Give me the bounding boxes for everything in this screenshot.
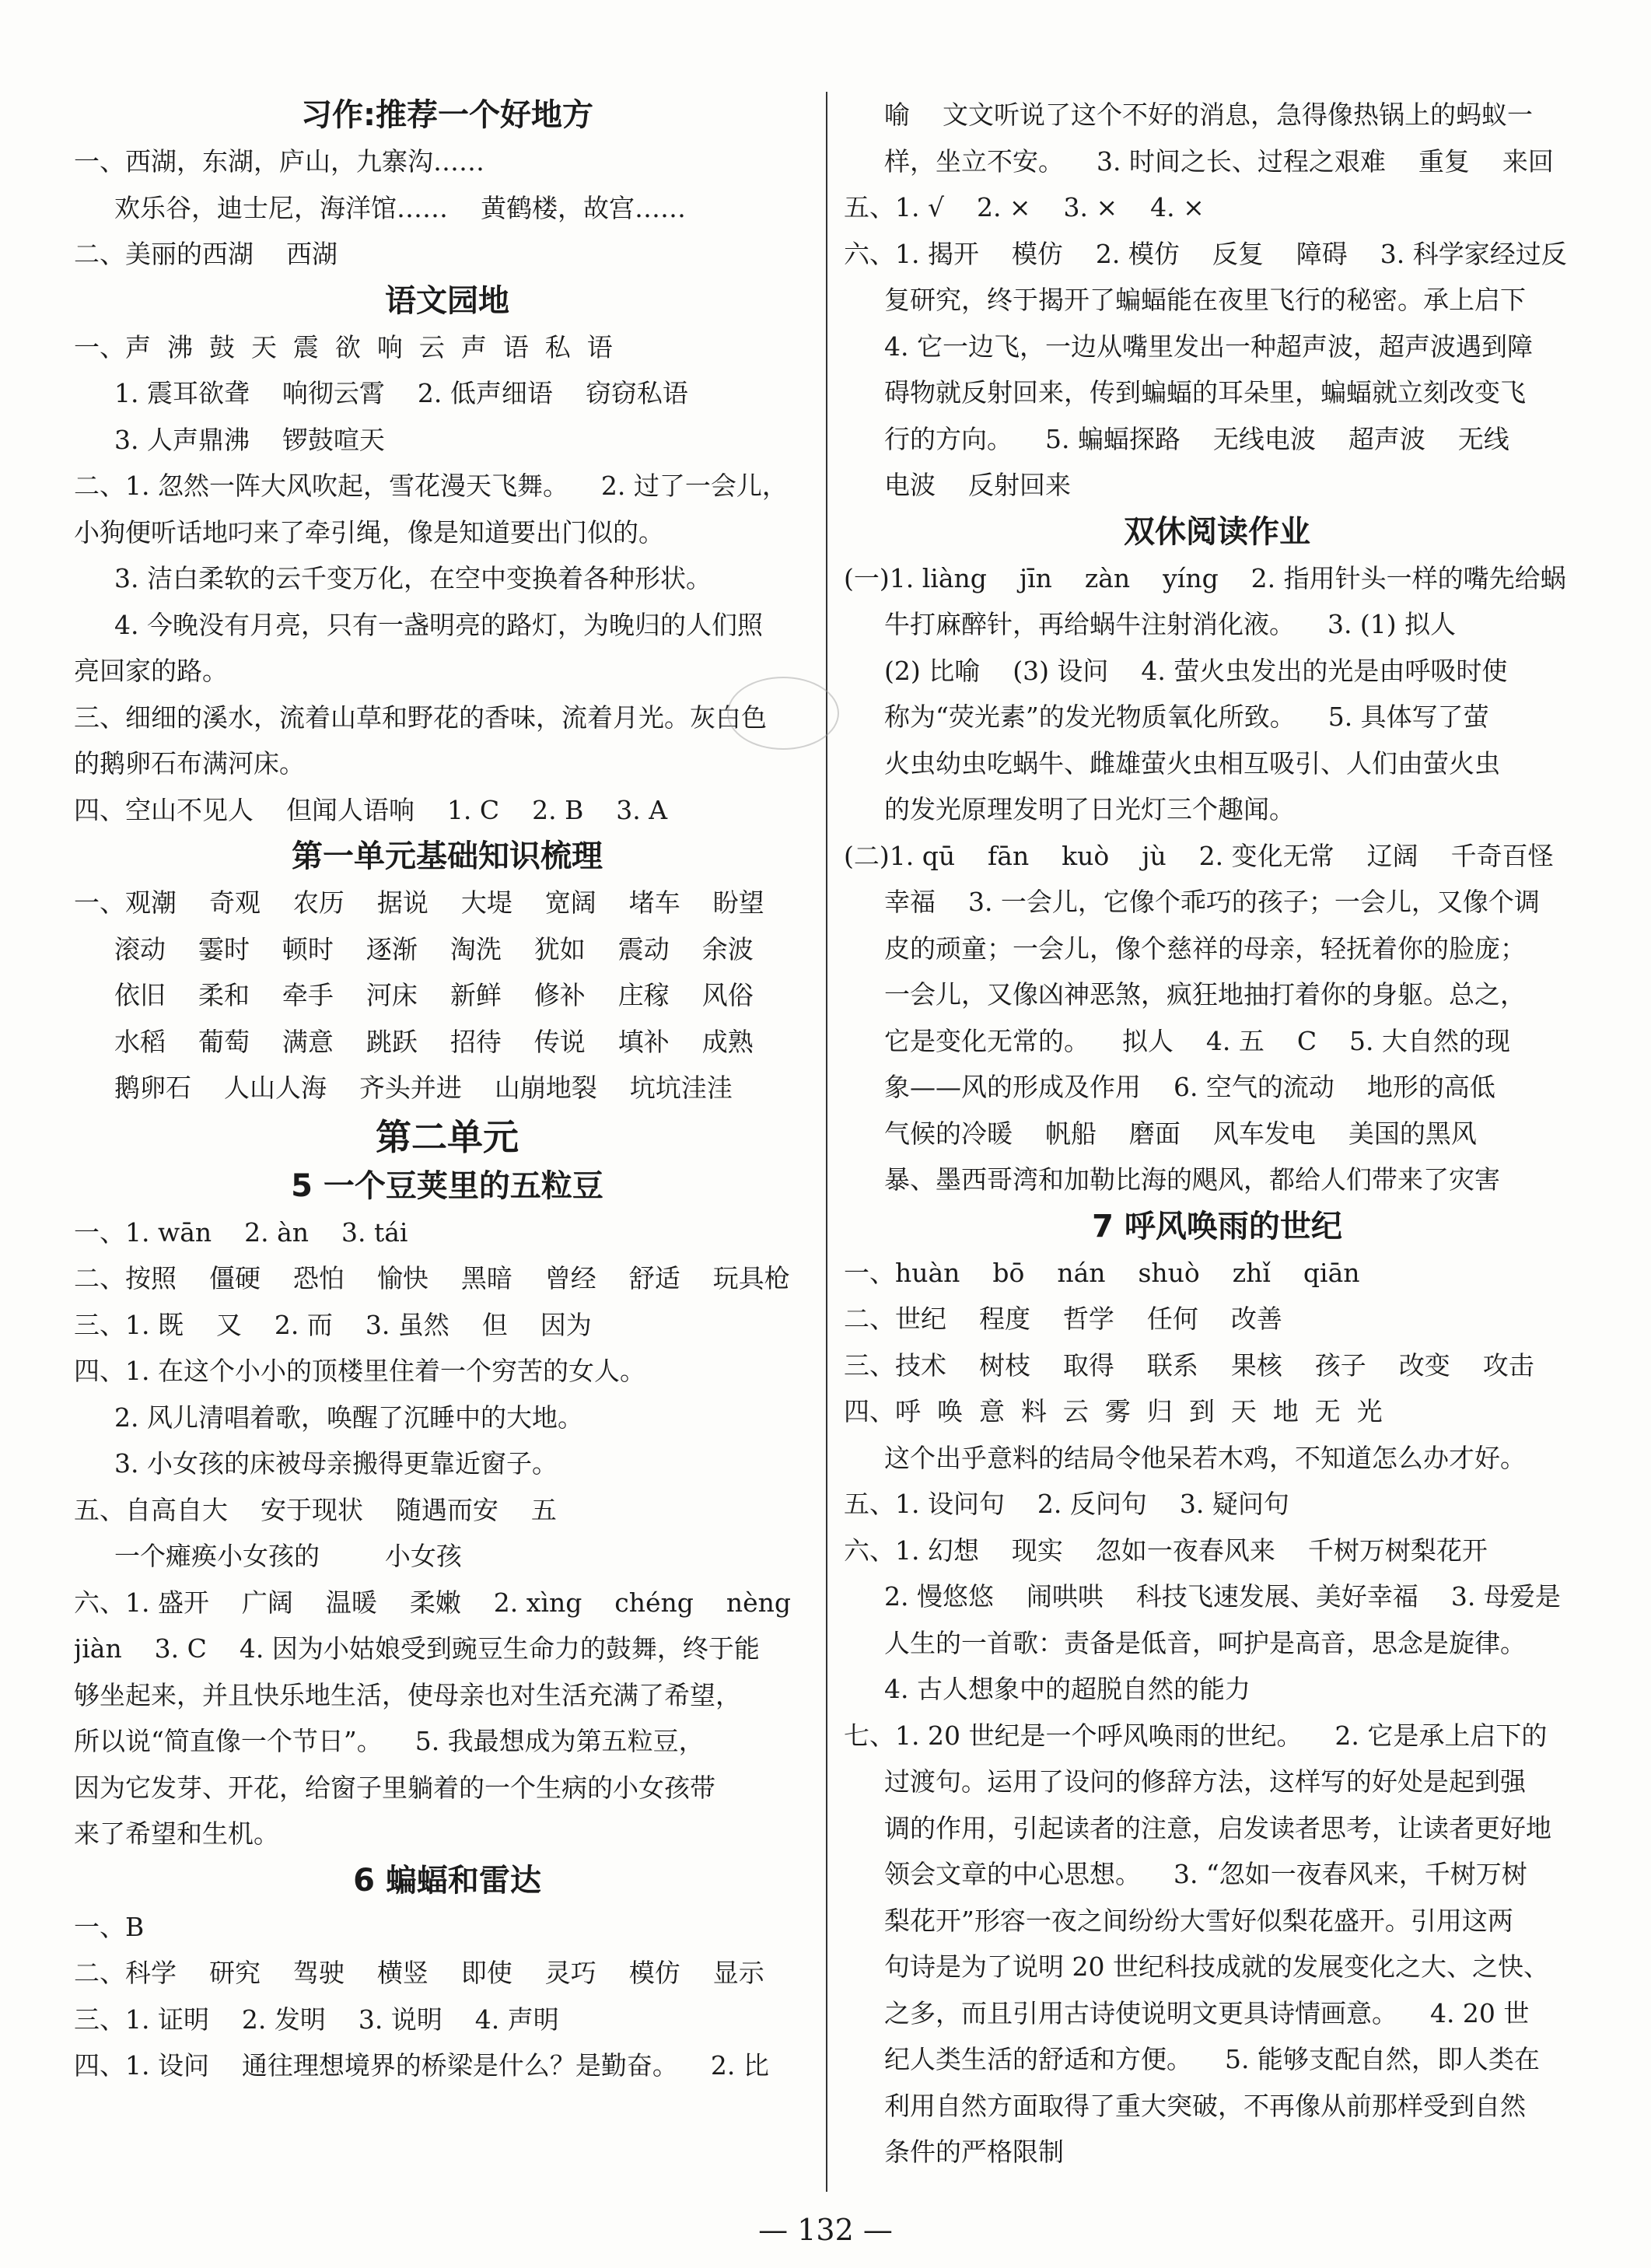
answer-line: 2. 风儿清唱着歌，唤醒了沉睡中的大地。	[114, 1402, 583, 1433]
answer-line: 六、1. 揭开 模仿 2. 模仿 反复 障碍 3. 科学家经过反	[844, 238, 1567, 269]
answer-line: 鹅卵石 人山人海 齐头并进 山崩地裂 坑坑洼洼	[114, 1073, 733, 1103]
section-heading: 双休阅读作业	[1124, 513, 1310, 550]
section-heading: 5 一个豆荚里的五粒豆	[291, 1167, 603, 1204]
answer-line: 六、1. 盛开 广阔 温暖 柔嫩 2. xìng chéng nèng	[74, 1587, 792, 1618]
section-heading: 6 蝙蝠和雷达	[353, 1862, 541, 1899]
answer-line: 五、自高自大 安于现状 随遇而安 五	[74, 1494, 557, 1525]
answer-line: 四、空山不见人 但闻人语响 1. C 2. B 3. A	[74, 794, 668, 825]
answer-line: 调的作用，引起读者的注意，启发读者思考，让读者更好地	[884, 1812, 1551, 1843]
answer-line: 人生的一首歌：责备是低音，呵护是高音，思念是旋律。	[884, 1627, 1526, 1658]
answer-line: 2. 慢悠悠 闹哄哄 科技飞速发展、美好幸福 3. 母爱是	[884, 1581, 1561, 1612]
answer-line: 的发光原理发明了日光灯三个趣闻。	[884, 794, 1295, 824]
answer-line: 梨花开”形容一夜之间纷纷大雪好似梨花盛开。引用这两	[884, 1905, 1513, 1936]
answer-line: 六、1. 幻想 现实 忽如一夜春风来 千树万树梨花开	[844, 1535, 1488, 1566]
answer-line: 纪人类生活的舒适和方便。 5. 能够支配自然，即人类在	[884, 2044, 1540, 2074]
right-column	[844, 92, 1590, 2175]
answer-line: 七、1. 20 世纪是一个呼风唤雨的世纪。 2. 它是承上启下的	[844, 1720, 1548, 1751]
answer-line: 喻 文文听说了这个不好的消息，急得像热锅上的蚂蚁一	[884, 100, 1533, 130]
section-heading: 7 呼风唤雨的世纪	[1092, 1208, 1342, 1244]
answer-line: 一、观潮 奇观 农历 据说 大堤 宽阔 堵车 盼望	[74, 887, 764, 918]
answer-line: 象——风的形成及作用 6. 空气的流动 地形的高低	[884, 1072, 1495, 1102]
answer-line: 二、1. 忽然一阵大风吹起，雪花漫天飞舞。 2. 过了一会儿，	[74, 471, 788, 501]
section-heading: 语文园地	[385, 282, 509, 319]
section-heading: 习作:推荐一个好地方	[301, 97, 593, 133]
answer-line: 领会文章的中心思想。 3. “忽如一夜春风来，千树万树	[884, 1859, 1527, 1889]
answer-line: 一、西湖，东湖，庐山，九寨沟……	[74, 146, 484, 177]
answer-line: (2) 比喻 (3) 设问 4. 萤火虫发出的光是由呼吸时使	[884, 655, 1508, 686]
answer-line: 滚动 霎时 顿时 逐渐 淘洗 犹如 震动 余波	[114, 933, 754, 964]
answer-line: 欢乐谷，迪士尼，海洋馆…… 黄鹤楼，故宫……	[114, 192, 686, 223]
answer-line: 依旧 柔和 牵手 河床 新鲜 修补 庄稼 风俗	[114, 980, 754, 1010]
answer-line: 所以说“简直像一个节日”。 5. 我最想成为第五粒豆，	[74, 1726, 705, 1756]
answer-line: jiàn 3. C 4. 因为小姑娘受到豌豆生命力的鼓舞，终于能	[74, 1633, 760, 1664]
answer-line: 一个瘫痪小女孩的 小女孩	[114, 1541, 462, 1571]
answer-line: 一、声 沸 鼓 天 震 欲 响 云 声 语 私 语	[74, 331, 613, 362]
answer-line: 3. 人声鼎沸 锣鼓喧天	[114, 424, 385, 455]
left-column	[74, 92, 820, 2089]
answer-line: 二、按照 僵硬 恐怕 愉快 黑暗 曾经 舒适 玩具枪	[74, 1263, 790, 1293]
answer-line: 碍物就反射回来，传到蝙蝠的耳朵里，蝙蝠就立刻改变飞	[884, 377, 1526, 408]
answer-line: 样，坐立不安。 3. 时间之长、过程之艰难 重复 来回	[884, 145, 1554, 177]
answer-line: 一、huàn bō nán shuò zhǐ qiān	[844, 1257, 1360, 1288]
answer-line: 二、科学 研究 驾驶 横竖 即使 灵巧 模仿 显示	[74, 1958, 764, 1988]
answer-line: 三、1. 既 又 2. 而 3. 虽然 但 因为	[74, 1309, 592, 1340]
answer-line: 四、1. 设问 通往理想境界的桥梁是什么？是勤奋。 2. 比	[74, 2050, 769, 2081]
column-divider	[826, 92, 827, 2192]
answer-line: 牛打麻醉针，再给蜗牛注射消化液。 3. (1) 拟人	[884, 609, 1457, 639]
answer-line: 1. 震耳欲聋 响彻云霄 2. 低声细语 窃窃私语	[114, 378, 688, 408]
answer-line: 二、美丽的西湖 西湖	[74, 239, 338, 269]
answer-line: 四、1. 在这个小小的顶楼里住着一个穷苦的女人。	[74, 1356, 645, 1386]
answer-line: 暴、墨西哥湾和加勒比海的飓风，都给人们带来了灾害	[884, 1164, 1500, 1195]
answer-line: 水稻 葡萄 满意 跳跃 招待 传说 填补 成熟	[114, 1026, 754, 1057]
answer-line: 这个出乎意料的结局令他呆若木鸡，不知道怎么办才好。	[884, 1442, 1526, 1473]
answer-line: 亮回家的路。	[74, 656, 228, 686]
answer-line: 二、世纪 程度 哲学 任何 改善	[844, 1304, 1282, 1334]
answer-line: 五、1. 设问句 2. 反问句 3. 疑问句	[844, 1489, 1289, 1519]
answer-line: 因为它发芽、开花，给窗子里躺着的一个生病的小女孩带	[74, 1772, 715, 1803]
answer-line: 一、1. wān 2. àn 3. tái	[74, 1216, 408, 1248]
answer-line: 气候的冷暖 帆船 磨面 风车发电 美国的黑风	[884, 1118, 1477, 1149]
answer-line: 3. 洁白柔软的云千变万化，在空中变换着各种形状。	[114, 563, 712, 593]
answer-line: 五、1. √ 2. × 3. × 4. ×	[844, 192, 1205, 222]
answer-line: 小狗便听话地叼来了牵引绳，像是知道要出门似的。	[74, 516, 664, 548]
answer-line: (一)1. liàng jīn zàn yíng 2. 指用针头一样的嘴先给蜗	[844, 562, 1566, 593]
answer-line: 一会儿，又像凶神恶煞，疯狂地抽打着你的身躯。总之，	[884, 979, 1526, 1010]
answer-line: 三、1. 证明 2. 发明 3. 说明 4. 声明	[74, 2004, 559, 2035]
watermark-stamp	[727, 677, 839, 750]
answer-line: 4. 今晚没有月亮，只有一盏明亮的路灯，为晚归的人们照	[114, 609, 763, 640]
answer-line: 4. 它一边飞，一边从嘴里发出一种超声波，超声波遇到障	[884, 331, 1533, 362]
answer-line: 够坐起来，并且快乐地生活，使母亲也对生活充满了希望，	[74, 1679, 741, 1710]
answer-line: 复研究，终于揭开了蝙蝠能在夜里飞行的秘密。承上启下	[884, 285, 1526, 315]
answer-line: 利用自然方面取得了重大突破，不再像从前那样受到自然	[884, 2090, 1526, 2121]
answer-line: 条件的严格限制	[884, 2137, 1064, 2167]
answer-line: 4. 古人想象中的超脱自然的能力	[884, 1674, 1250, 1704]
answer-line: 三、细细的溪水，流着山草和野花的香味，流着月光。灰白色	[74, 702, 767, 733]
answer-line: 幸福 3. 一会儿，它像个乖巧的孩子；一会儿，又像个调	[884, 887, 1540, 917]
answer-line: 一、B	[74, 1911, 145, 1942]
answer-line: 称为“荧光素”的发光物质氧化所致。 5. 具体写了萤	[884, 702, 1489, 732]
answer-line: 四、呼 唤 意 料 云 雾 归 到 天 地 无 光	[844, 1396, 1383, 1426]
answer-line: (二)1. qū fān kuò jù 2. 变化无常 辽阔 千奇百怪	[844, 840, 1554, 871]
page-number: — 132 —	[758, 2213, 893, 2247]
answer-line: 三、技术 树枝 取得 联系 果核 孩子 改变 攻击	[844, 1349, 1534, 1381]
section-heading: 第一单元基础知识梳理	[292, 838, 603, 874]
answer-line: 的鹅卵石布满河床。	[74, 748, 305, 779]
answer-line: 之多，而且引用古诗使说明文更具诗情画意。 4. 20 世	[884, 1997, 1530, 2028]
section-heading: 第二单元	[376, 1115, 519, 1158]
answer-line: 来了希望和生机。	[74, 1818, 279, 1849]
answer-line: 行的方向。 5. 蝙蝠探路 无线电波 超声波 无线	[884, 423, 1509, 454]
answer-line: 火虫幼虫吃蜗牛、雌雄萤火虫相互吸引、人们由萤火虫	[884, 747, 1500, 779]
answer-line: 句诗是为了说明 20 世纪科技成就的发展变化之大、之快、	[884, 1951, 1549, 1982]
answer-line: 3. 小女孩的床被母亲搬得更靠近窗子。	[114, 1448, 558, 1479]
answer-line: 它是变化无常的。 拟人 4. 五 C 5. 大自然的现	[884, 1025, 1511, 1056]
answer-line: 电波 反射回来	[884, 470, 1071, 500]
answer-line: 过渡句。运用了设问的修辞方法，这样写的好处是起到强	[884, 1766, 1526, 1797]
answer-line: 皮的顽童；一会儿，像个慈祥的母亲，轻抚着你的脸庞；	[884, 933, 1526, 964]
